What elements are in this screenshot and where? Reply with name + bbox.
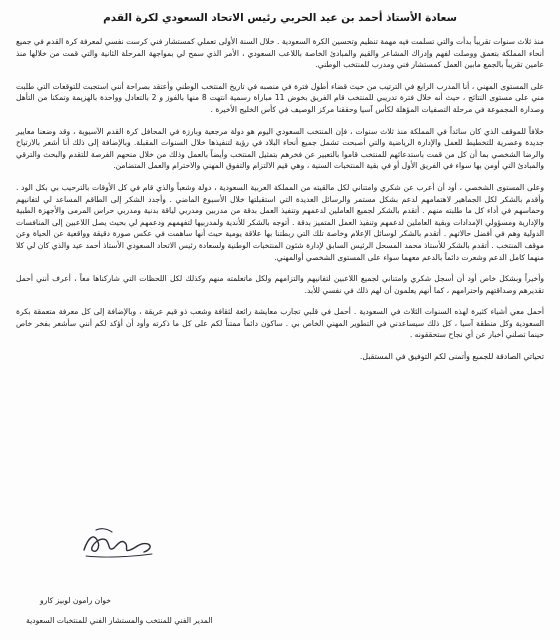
paragraph-3: خلافاً للموقف الذي كان سائداً في المملكة منذ ثلاث سنوات ، فإن المنتخب السعودي اليوم هو دولة مرجعية وبارزة في المحافل كرة القدم الآسيوية ، وقد وضعنا معايير جديدة وعصرية للتخطيط للعمل والإدارة الرياضية والتي أصبحت تشمل جميع أنحاء البلاد في رؤية لتنفيذها خلال السنوات المقبلة. وبالإضافة إلى ذلك أنا أشعر بالارتياح والرضا الشخصي بما أن كل من قمت باستدعائهم للمنتخب قاموا بالتعبير عن فخرهم بتمثيل المنتخب وأيضاً بالعمل وذلك من خلال منحهم الفرصة للتقدم والبحث والترقي والمبادئ التي أومن بها سواء في الفريق الأول أو في بقية المنتخبات السنية ، وهي قيم الالتزام والتفوق المهني والاحترام والعمل المتضامن. xyxy=(16,126,544,171)
closing-line: تحياتي الصادقة للجميع وأتمنى لكم التوفيق في المستقبل. xyxy=(359,352,544,362)
paragraph-2: على المستوى المهني ، أنا المدرب الرابع في الترتيب من حيث قضاء أطول فترة في منصبه في تاريخ المنتخب الوطني وأعتقد بصراحة أنني استجبت للتوقعات التي طلبت مني على مستوى النتائج ، حيث أنه خلال فترة تدريبي للمنتخب قام الفريق بخوض 11 مباراة رسمية انتهت 8 منها بالفوز و 2 بالتعادل وواحدة بالهزيمة وتمكنا من التأهل وصدارة المجموعة في مرحلة التصفيات المؤهلة لكأس آسيا وحققنا مركز الوصيف في كأس الخليج الأخيرة . xyxy=(16,81,545,114)
paragraph-5: وأخيراً وبشكل خاص أود أن أسجل شكري وامتناني لجميع اللاعبين لتفانيهم والتزامهم ولكل ماتعلمته منهم وكذلك لكل اللحظات التي شاركناها معاً ، أعرف أنني أحمل تقديرهم وصداقتهم واحترامهم ، كما أنهم يعلمون أن لهم ذلك في نفسي للأبد. xyxy=(16,274,544,295)
signer-role: المدير الفني للمنتخب والمستشار الفني للمنتخبات السعودية xyxy=(26,616,213,625)
letter-title: سعادة الأستاذ أحمد بن عيد الحربي رئيس الاتحاد السعودي لكرة القدم xyxy=(103,12,457,24)
handwritten-signature xyxy=(78,520,158,562)
paragraph-6: أحمل معي أشياء كثيرة لهذه السنوات الثلاث في السعودية . أحمل في قلبي تجارب معايشة رائعة لثقافة وشعب ذو قيم عريقة ، وبالإضافة إلى كل معرفة متعمقة بكرة السعودية وكل منطقة آسيا ، كل ذلك سيساعدني في التطوير المهني الخاص بي . ساكون دائماً ممتناً لكم على كل ما ذكرته وأود أن أؤكد لكم أنني سأشعر بفخر خاص حينما تصلني أخبار عن أي نجاح ستحققونه . xyxy=(16,307,544,340)
paragraph-4: وعلى المستوى الشخصي ، أود أن أعرب عن شكري وامتناني لكل مالقيته من المملكة العربية السعودية ، دولة وشعباً والذي قام في كل الأوقات بالترحيب بي بكل الود . وأقدم بالشكر لكل الجماهير لاهتمامهم لدعم بشكل مستمر والرسائل العديدة التي استقبلتها خلال الأسبوع الماضي . وأجدد الشكر إلى الطاقم المساعد لي لتفانيهم وحماسهم في أداء كل ما طلبته منهم . أتقدم بالشكر لجميع العاملين لدعمهم وتنفيذ العمل بدقة من مدربين ومدربي لياقة بدنية ومدربي حراس المرمى والأجهزة الطبية والإدارية ومسؤولي الإمدادات وبقية العاملين لدعمهم وتنفيذ العمل المتميز بدقة . أتوجه بالشكر للأندية ولمدربيها لتفهمهم ودعمهم لي بحيث يصل اللاعبين إلى المنافسات الدولية وهم في أفضل حالاتهم . أتقدم بالشكر لوسائل الإعلام وخاصة تلك التي ربطتنا بها علاقة يومية حيث أنها ساهمت في عكس صورة دقيقة وواقعية عن الحياة وعن موقف المنتخب . أتقدم بالشكر للأستاذ محمد المسحل الرئيس السابق لإدارة شئون المنتخبات الوطنية ولسعادة رئيس الاتحاد السعودي الأستاذ أحمد عيد والذي كان لي كلا منهما كامل الدعم وشعرت دائماً بالدعم معهما سواء على المستوى الشخصي أوالمهني. xyxy=(16,182,544,262)
paragraph-1: منذ ثلاث سنوات تقريباً بدأت والتي تسلمت فيه مهمة تنظيم وتحسين الكرة السعودية . خلال السنة الأولى تعملي كمستشار فني كرست نفسي لمعرفة كرة القدم في جميع أنحاء المملكة بتعمق ووصلت لفهم وإدراك المشاعر والقيم والمبادئ الخاصة باللاعب السعودي ، الأمر الذي سمح لي بمواجهة المرحلة الثانية والتي قمت من خلالها منذ عامين تقريباً بالجمع مابين العمل كمستشار فني ومدرب للمنتخب الوطني. xyxy=(16,37,544,70)
signer-name: خوان رامون لوبيز كارو xyxy=(40,596,111,605)
